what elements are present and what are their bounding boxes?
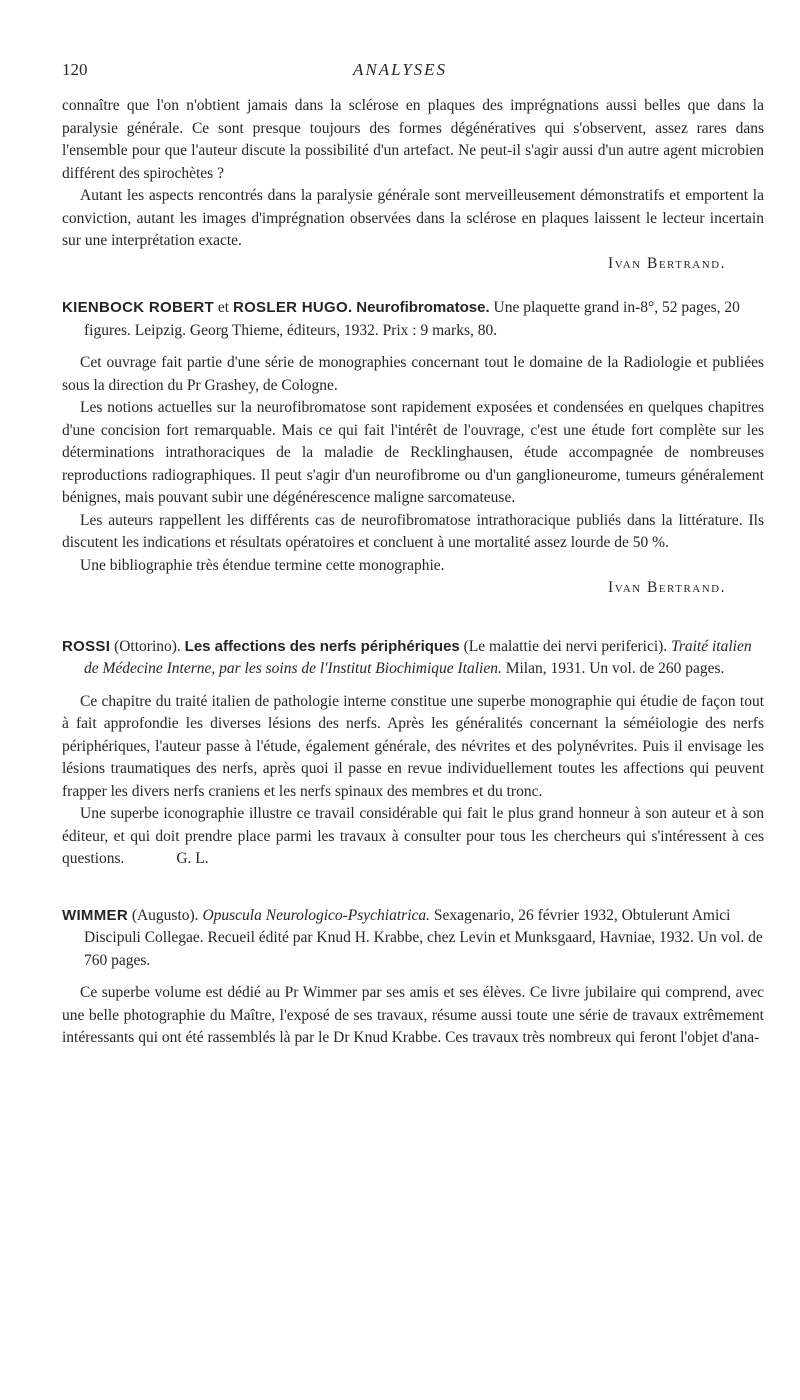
review-reference: (Le malattie dei nervi periferici). bbox=[459, 637, 672, 655]
paragraph bbox=[62, 803, 764, 871]
review-signature: Ivan Bertrand. bbox=[608, 254, 726, 272]
paragraph: Ce chapitre du traité italien de pathologie interne constitue une superbe monographie qui étudie de façon tout à fait approfondie les diverses lésions des nerfs. Après les généralités concernant la séméiologie des nerfs périphériques, l'auteur passe à l'étude, également générale, des névrites et des polynévrites. Puis il envisage les lésions traumatiques des nerfs, après quoi il passe en revue individuellement toutes les affections qui peuvent frapper les divers nerfs craniens et les nerfs spinaux des membres et du tronc. bbox=[62, 692, 764, 800]
previous-review-continuation bbox=[62, 95, 764, 275]
paragraph: Ce superbe volume est dédié au Pr Wimmer par ses amis et ses élèves. Ce livre jubilaire qui comprend, avec une belle photographie du Maître, l'exposé de ses travaux, résume aussi toute une série de travaux extrêmement intéressants qui ont été rassemblés là par le Dr Knud Krabbe. Ces travaux très nombreux qui feront l'objet d'ana- bbox=[62, 984, 764, 1046]
author-firstname: (Augusto). bbox=[127, 906, 203, 924]
review-reference-italic: Traité italien de Médecine Interne, par les soins de l'Institut Biochimique Italien. bbox=[84, 637, 752, 677]
paragraph: Cet ouvrage fait partie d'une série de monographies concernant tout le domaine de la Radiologie et publiées sous la direction du Pr Grashey, de Cologne. bbox=[62, 354, 764, 394]
review-reference-end: Milan, 1931. Un vol. de 260 pages. bbox=[501, 660, 725, 677]
paragraph: connaître que l'on n'obtient jamais dans la sclérose en plaques des imprégnations aussi belles que dans la paralysie générale. Ce sont presque toujours des formes dégénératives qui s'observent, assez rares dans l'ensemble pour que l'auteur discute la possibilité d'un artefact. Ne peut-il s'agir aussi d'un autre agent microbien différent des spirochètes ? bbox=[62, 97, 764, 182]
section-title: ANALYSES bbox=[352, 60, 448, 79]
review-rossi bbox=[62, 636, 764, 871]
review-author: ROSSI bbox=[62, 637, 111, 655]
review-heading bbox=[62, 636, 764, 681]
paragraph: Autant les aspects rencontrés dans la paralysie générale sont merveilleusement démonstratifs et emportent la conviction, autant les images d'imprégnation observées dans la sclérose en plaques laissent le lecteur incertain sur une interprétation exacte. bbox=[62, 187, 764, 249]
page-number: 120 bbox=[62, 60, 88, 79]
page-content bbox=[62, 95, 764, 1050]
paragraph-text: Une superbe iconographie illustre ce travail considérable qui fait le plus grand honneur à son auteur et à son éditeur, et qui doit prendre place parmi les travaux à consulter pour tous les chercheurs qui s'intéressent à ces questions. bbox=[62, 805, 764, 867]
author-connector: et bbox=[214, 299, 233, 316]
paragraph: Une bibliographie très étendue termine cette monographie. bbox=[80, 556, 445, 574]
review-signature: Ivan Bertrand. bbox=[608, 579, 726, 596]
review-author: WIMMER bbox=[62, 906, 128, 924]
review-author: ROSLER HUGO bbox=[232, 299, 348, 316]
review-signature: G. L. bbox=[176, 850, 209, 867]
running-head bbox=[62, 60, 738, 86]
review-title: Les affections des nerfs périphériques bbox=[184, 637, 460, 655]
author-firstname: (Ottorino). bbox=[110, 637, 185, 655]
review-author: KIENBOCK ROBERT bbox=[62, 299, 215, 316]
paragraph: Les auteurs rappellent les différents cas de neurofibromatose intrathoracique publiés dans la littérature. Ils discutent les indications et résultats opératoires et concluent à une mortalité assez lourde de 50 %. bbox=[62, 511, 764, 551]
review-title: . Neurofibromatose. bbox=[347, 299, 490, 316]
review-kienbock bbox=[62, 297, 764, 600]
review-title: Opuscula Neurologico-Psychiatrica. bbox=[202, 906, 431, 924]
review-reference: Une plaquette grand in-8°, 52 pages, 20 figures. Leipzig. Georg Thieme, éditeurs, 1932. Prix : 9 marks, 80. bbox=[84, 299, 740, 339]
review-wimmer bbox=[62, 905, 764, 1050]
review-reference: Sexagenario, 26 février 1932, Obtulerunt Amici Discipuli Collegae. Recueil édité par Knud H. Krabbe, chez Levin et Munksgaard, Havniae, 1932. Un vol. de 760 pages. bbox=[84, 906, 763, 969]
paragraph: Les notions actuelles sur la neurofibromatose sont rapidement exposées et condensées en quelques chapitres d'une concision fort remarquable. Mais ce qui fait l'intérêt de l'ouvrage, c'est une étude fort complète sur les déterminations intrathoraciques de la maladie de Recklinghausen, étude accompagnée de nombreuses reproductions radiographiques. Il peut s'agir d'un neurofibrome ou d'un ganglioneurome, tumeurs généralement bénignes, mais pouvant subir une dégénérescence maligne sarcomateuse. bbox=[62, 399, 764, 506]
review-heading bbox=[62, 905, 764, 973]
review-heading bbox=[62, 297, 764, 342]
